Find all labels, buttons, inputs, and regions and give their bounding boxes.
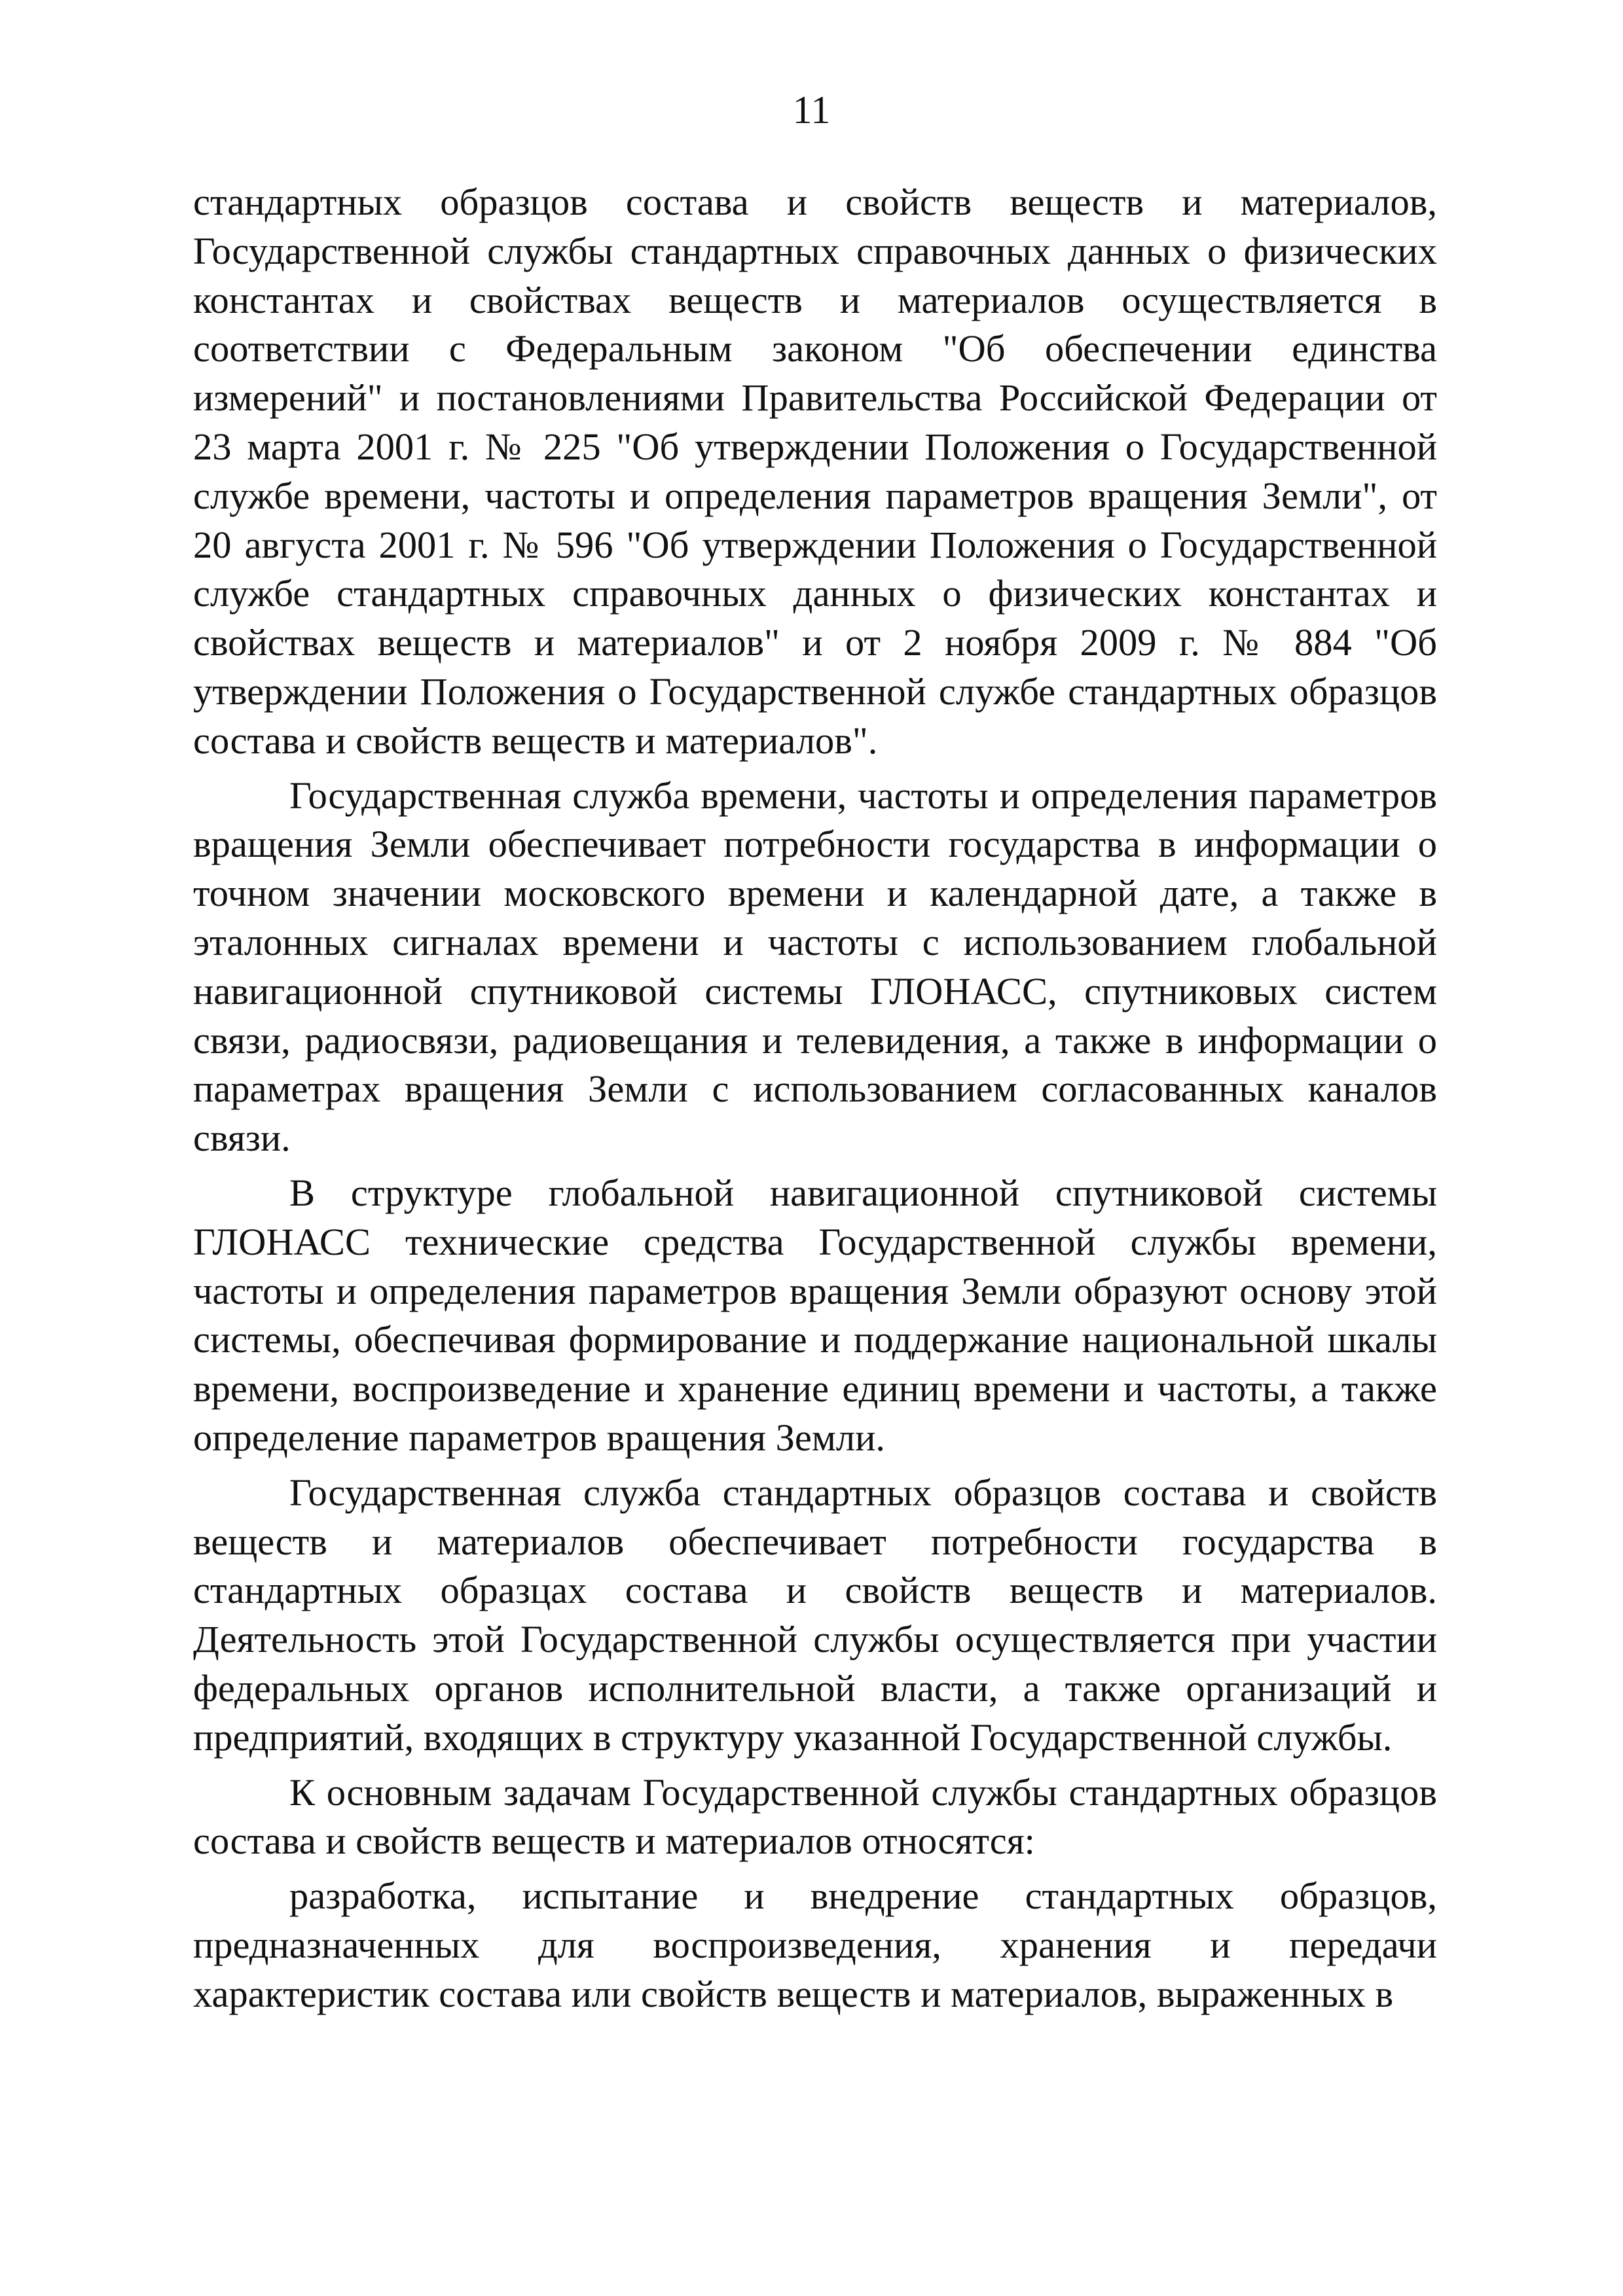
paragraph-5: К основным задачам Государственной службы стандартных образцов состава и свойств веществ и материалов относятся:	[193, 1770, 1437, 1863]
page-number: 11	[792, 88, 831, 132]
paragraph-6: разработка, испытание и внедрение стандартных образцов, предназначенных для воспроизведения, хранения и передачи характеристик состава или свойств веществ и материалов, выраженных в	[193, 1874, 1437, 2015]
paragraph-3: В структуре глобальной навигационной спутниковой системы ГЛОНАСС технические средства Государственной службы времени, частоты и определения параметров вращения Земли образуют основу этой системы, обеспечивая формирование и поддержание национальной шкалы времени, воспроизведение и хранение единиц времени и частоты, а также определение параметров вращения Земли.	[193, 1171, 1437, 1459]
document-body	[193, 178, 1437, 2018]
paragraph-1: стандартных образцов состава и свойств веществ и материалов, Государственной службы стандартных справочных данных о физических константах и свойствах веществ и материалов осуществляется в соответствии с Федеральным законом "Об обеспечении единства измерений" и постановлениями Правительства Российской Федерации от 23 марта 2001 г. № 225 "Об утверждении Положения о Государственной службе времени, частоты и определения параметров вращения Земли", от 20 августа 2001 г. № 596 "Об утверждении Положения о Государственной службе стандартных справочных данных о физических константах и свойствах веществ и материалов" и от 2 ноября 2009 г. № 884 "Об утверждении Положения о Государственной службе стандартных образцов состава и свойств веществ и материалов".	[193, 181, 1437, 762]
paragraph-2: Государственная служба времени, частоты и определения параметров вращения Земли обеспечивает потребности государства в информации о точном значении московского времени и календарной дате, а также в эталонных сигналах времени и частоты с использованием глобальной навигационной спутниковой системы ГЛОНАСС, спутниковых систем связи, радиосвязи, радиовещания и телевидения, а также в информации о параметрах вращения Земли с использованием согласованных каналов связи.	[193, 774, 1437, 1160]
paragraph-4: Государственная служба стандартных образцов состава и свойств веществ и материалов обеспечивает потребности государства в стандартных образцах состава и свойств веществ и материалов. Деятельность этой Государственной службы осуществляется при участии федеральных органов исполнительной власти, а также организаций и предприятий, входящих в структуру указанной Государственной службы.	[193, 1471, 1437, 1759]
